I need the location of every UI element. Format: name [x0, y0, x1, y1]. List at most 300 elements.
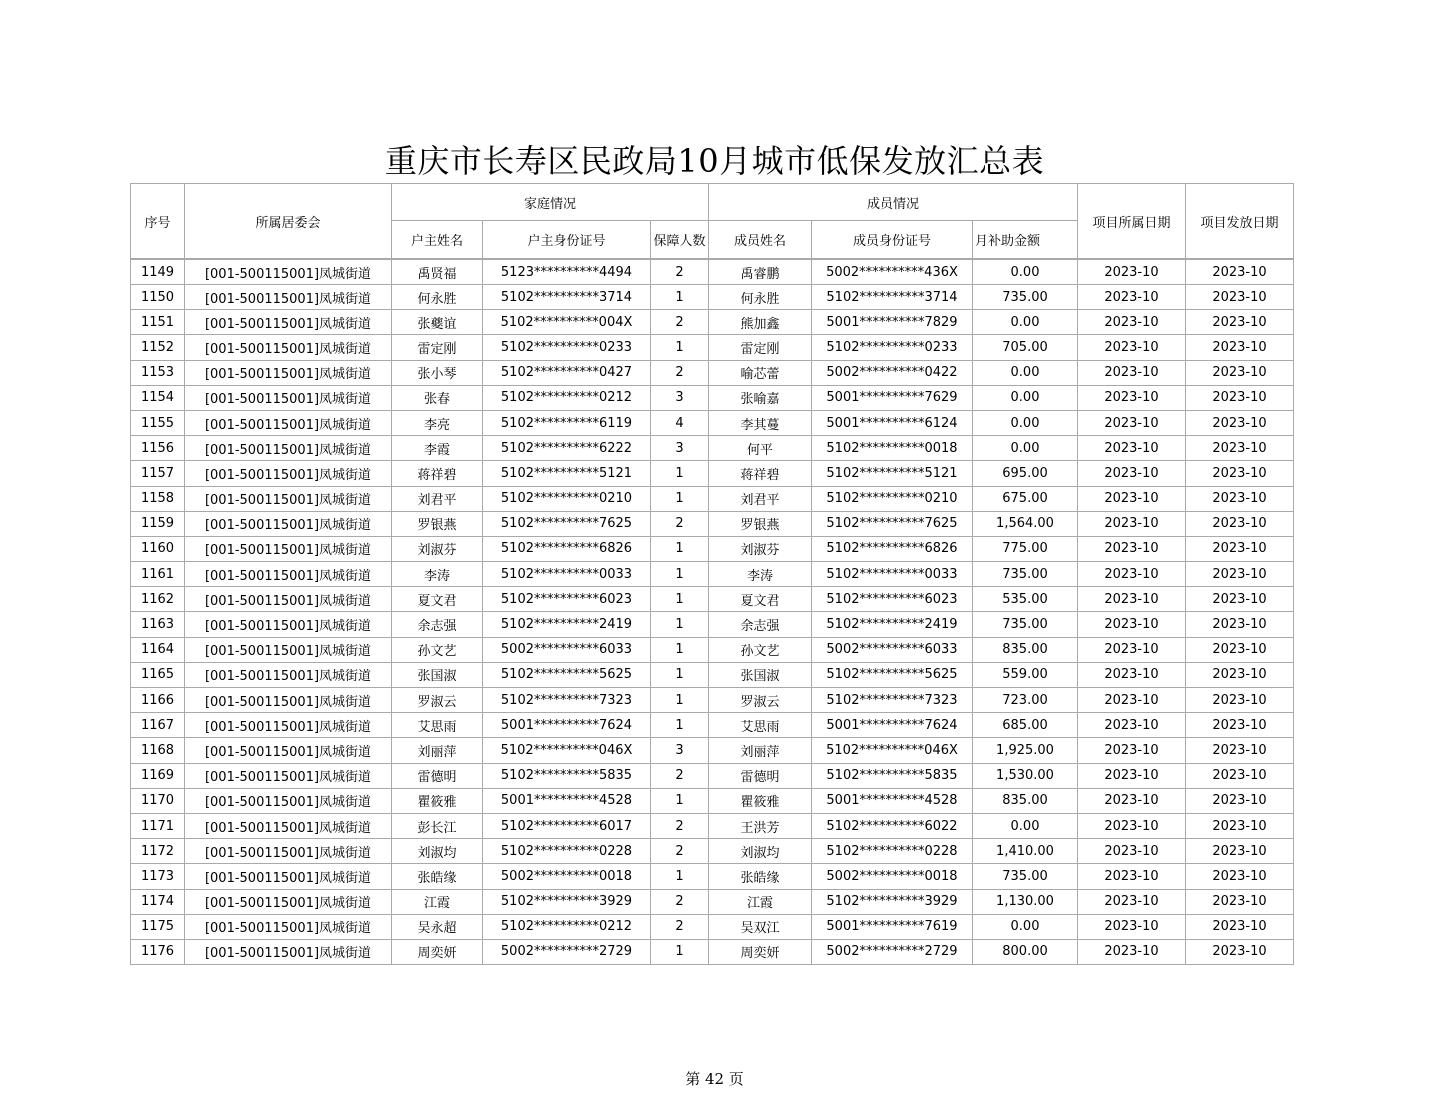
cell-head-id: 5102**********6017: [483, 813, 651, 838]
cell-count: 3: [651, 436, 709, 461]
cell-subsidy: 559.00: [973, 662, 1078, 687]
cell-count: 1: [651, 587, 709, 612]
cell-issue-date: 2023-10: [1186, 612, 1294, 637]
cell-project-month: 2023-10: [1078, 914, 1186, 939]
cell-subsidy: 723.00: [973, 688, 1078, 713]
cell-subsidy: 0.00: [973, 813, 1078, 838]
table-row: [131, 310, 1294, 335]
cell-count: 2: [651, 259, 709, 285]
cell-committee: [001-500115001]凤城街道: [185, 889, 392, 914]
cell-head-name: 吴永超: [392, 914, 483, 939]
cell-issue-date: 2023-10: [1186, 813, 1294, 838]
cell-count: 1: [651, 285, 709, 310]
cell-count: 1: [651, 864, 709, 889]
cell-head-name: 艾思雨: [392, 713, 483, 738]
cell-count: 1: [651, 713, 709, 738]
table-row: [131, 436, 1294, 461]
cell-count: 2: [651, 914, 709, 939]
cell-committee: [001-500115001]凤城街道: [185, 259, 392, 285]
cell-seq: 1161: [131, 562, 185, 587]
header-member-name: 成员姓名: [709, 221, 812, 260]
page-number: 第 42 页: [685, 1070, 744, 1088]
cell-member-name: 吴双江: [709, 914, 812, 939]
cell-member-id: 5102**********6023: [812, 587, 973, 612]
cell-project-month: 2023-10: [1078, 889, 1186, 914]
cell-member-name: 刘淑均: [709, 839, 812, 864]
cell-seq: 1151: [131, 310, 185, 335]
cell-subsidy: 735.00: [973, 285, 1078, 310]
cell-member-id: 5102**********046X: [812, 738, 973, 763]
table-row: [131, 461, 1294, 486]
cell-count: 2: [651, 310, 709, 335]
cell-committee: [001-500115001]凤城街道: [185, 310, 392, 335]
cell-head-name: 江霞: [392, 889, 483, 914]
cell-member-name: 江霞: [709, 889, 812, 914]
cell-project-month: 2023-10: [1078, 587, 1186, 612]
cell-head-id: 5102**********3929: [483, 889, 651, 914]
cell-member-name: 雷德明: [709, 763, 812, 788]
cell-member-name: 王洪芳: [709, 813, 812, 838]
cell-member-id: 5102**********5625: [812, 662, 973, 687]
cell-project-month: 2023-10: [1078, 713, 1186, 738]
cell-subsidy: 0.00: [973, 914, 1078, 939]
cell-project-month: 2023-10: [1078, 486, 1186, 511]
table-row: [131, 738, 1294, 763]
cell-head-name: 罗银燕: [392, 511, 483, 536]
cell-member-name: 刘君平: [709, 486, 812, 511]
relief-summary-table: [130, 183, 1294, 965]
cell-count: 3: [651, 385, 709, 410]
cell-committee: [001-500115001]凤城街道: [185, 335, 392, 360]
cell-issue-date: 2023-10: [1186, 259, 1294, 285]
cell-seq: 1168: [131, 738, 185, 763]
cell-committee: [001-500115001]凤城街道: [185, 788, 392, 813]
cell-committee: [001-500115001]凤城街道: [185, 637, 392, 662]
table-row: [131, 763, 1294, 788]
cell-count: 1: [651, 612, 709, 637]
cell-head-name: 雷定刚: [392, 335, 483, 360]
table-row: [131, 335, 1294, 360]
cell-issue-date: 2023-10: [1186, 713, 1294, 738]
cell-member-id: 5102**********3714: [812, 285, 973, 310]
cell-subsidy: 1,530.00: [973, 763, 1078, 788]
cell-head-id: 5102**********6826: [483, 536, 651, 561]
cell-count: 1: [651, 335, 709, 360]
cell-committee: [001-500115001]凤城街道: [185, 511, 392, 536]
cell-head-id: 5102**********046X: [483, 738, 651, 763]
cell-project-month: 2023-10: [1078, 864, 1186, 889]
cell-seq: 1171: [131, 813, 185, 838]
cell-seq: 1169: [131, 763, 185, 788]
cell-head-id: 5102**********004X: [483, 310, 651, 335]
cell-issue-date: 2023-10: [1186, 914, 1294, 939]
cell-member-id: 5102**********6826: [812, 536, 973, 561]
cell-member-id: 5102**********0210: [812, 486, 973, 511]
cell-subsidy: 775.00: [973, 536, 1078, 561]
table-row: [131, 587, 1294, 612]
cell-member-name: 刘丽萍: [709, 738, 812, 763]
cell-seq: 1156: [131, 436, 185, 461]
cell-member-id: 5001**********4528: [812, 788, 973, 813]
cell-count: 1: [651, 662, 709, 687]
cell-project-month: 2023-10: [1078, 738, 1186, 763]
cell-seq: 1173: [131, 864, 185, 889]
cell-project-month: 2023-10: [1078, 259, 1186, 285]
header-head-id: 户主身份证号: [483, 221, 651, 260]
table-row: [131, 788, 1294, 813]
header-member-id: 成员身份证号: [812, 221, 973, 260]
cell-head-name: 刘淑均: [392, 839, 483, 864]
cell-head-name: 禹贤福: [392, 259, 483, 285]
cell-member-name: 刘淑芬: [709, 536, 812, 561]
table-row: [131, 914, 1294, 939]
cell-head-name: 蒋祥碧: [392, 461, 483, 486]
cell-seq: 1159: [131, 511, 185, 536]
table-row: [131, 839, 1294, 864]
cell-project-month: 2023-10: [1078, 410, 1186, 435]
cell-head-id: 5102**********5625: [483, 662, 651, 687]
cell-head-id: 5102**********6023: [483, 587, 651, 612]
cell-head-id: 5002**********0018: [483, 864, 651, 889]
cell-member-id: 5102**********0033: [812, 562, 973, 587]
cell-issue-date: 2023-10: [1186, 410, 1294, 435]
cell-head-id: 5102**********0210: [483, 486, 651, 511]
table-row: [131, 562, 1294, 587]
cell-member-name: 何永胜: [709, 285, 812, 310]
cell-count: 4: [651, 410, 709, 435]
cell-project-month: 2023-10: [1078, 536, 1186, 561]
cell-issue-date: 2023-10: [1186, 511, 1294, 536]
cell-committee: [001-500115001]凤城街道: [185, 612, 392, 637]
cell-head-id: 5123**********4494: [483, 259, 651, 285]
cell-seq: 1153: [131, 360, 185, 385]
cell-project-month: 2023-10: [1078, 562, 1186, 587]
cell-subsidy: 1,925.00: [973, 738, 1078, 763]
cell-project-month: 2023-10: [1078, 360, 1186, 385]
table-row: [131, 637, 1294, 662]
cell-subsidy: 735.00: [973, 612, 1078, 637]
cell-count: 2: [651, 813, 709, 838]
cell-count: 1: [651, 788, 709, 813]
cell-member-name: 李其蔓: [709, 410, 812, 435]
cell-committee: [001-500115001]凤城街道: [185, 939, 392, 964]
cell-head-id: 5102**********0233: [483, 335, 651, 360]
cell-subsidy: 835.00: [973, 788, 1078, 813]
cell-committee: [001-500115001]凤城街道: [185, 763, 392, 788]
cell-member-id: 5102**********2419: [812, 612, 973, 637]
cell-member-name: 李涛: [709, 562, 812, 587]
cell-member-name: 张皓缘: [709, 864, 812, 889]
cell-subsidy: 535.00: [973, 587, 1078, 612]
cell-member-name: 余志强: [709, 612, 812, 637]
cell-subsidy: 1,410.00: [973, 839, 1078, 864]
cell-head-name: 李霞: [392, 436, 483, 461]
table-row: [131, 511, 1294, 536]
cell-member-id: 5102**********7323: [812, 688, 973, 713]
cell-issue-date: 2023-10: [1186, 587, 1294, 612]
cell-member-name: 张国淑: [709, 662, 812, 687]
cell-member-name: 夏文君: [709, 587, 812, 612]
cell-project-month: 2023-10: [1078, 839, 1186, 864]
cell-member-id: 5001**********7829: [812, 310, 973, 335]
cell-seq: 1157: [131, 461, 185, 486]
cell-project-month: 2023-10: [1078, 461, 1186, 486]
cell-head-name: 雷德明: [392, 763, 483, 788]
cell-committee: [001-500115001]凤城街道: [185, 410, 392, 435]
cell-member-name: 雷定刚: [709, 335, 812, 360]
cell-member-id: 5102**********5121: [812, 461, 973, 486]
cell-count: 1: [651, 562, 709, 587]
cell-issue-date: 2023-10: [1186, 939, 1294, 964]
header-subsidy: 月补助金额: [973, 221, 1078, 260]
cell-issue-date: 2023-10: [1186, 738, 1294, 763]
cell-issue-date: 2023-10: [1186, 637, 1294, 662]
cell-head-id: 5102**********3714: [483, 285, 651, 310]
cell-head-id: 5001**********4528: [483, 788, 651, 813]
header-row-1: [131, 184, 1294, 221]
header-count: 保障人数: [651, 221, 709, 260]
cell-member-id: 5001**********6124: [812, 410, 973, 435]
cell-seq: 1155: [131, 410, 185, 435]
cell-head-name: 刘淑芬: [392, 536, 483, 561]
table-row: [131, 612, 1294, 637]
cell-count: 1: [651, 939, 709, 964]
cell-head-id: 5001**********7624: [483, 713, 651, 738]
cell-head-name: 刘君平: [392, 486, 483, 511]
cell-head-id: 5102**********0212: [483, 914, 651, 939]
cell-project-month: 2023-10: [1078, 939, 1186, 964]
cell-member-id: 5001**********7629: [812, 385, 973, 410]
cell-count: 2: [651, 763, 709, 788]
table-row: [131, 360, 1294, 385]
cell-member-id: 5102**********0228: [812, 839, 973, 864]
cell-project-month: 2023-10: [1078, 763, 1186, 788]
cell-issue-date: 2023-10: [1186, 839, 1294, 864]
cell-committee: [001-500115001]凤城街道: [185, 486, 392, 511]
cell-committee: [001-500115001]凤城街道: [185, 688, 392, 713]
cell-head-name: 余志强: [392, 612, 483, 637]
cell-project-month: 2023-10: [1078, 688, 1186, 713]
cell-member-id: 5002**********6033: [812, 637, 973, 662]
cell-issue-date: 2023-10: [1186, 889, 1294, 914]
cell-seq: 1170: [131, 788, 185, 813]
cell-member-id: 5102**********6022: [812, 813, 973, 838]
cell-head-name: 张夔谊: [392, 310, 483, 335]
cell-subsidy: 800.00: [973, 939, 1078, 964]
table-row: [131, 688, 1294, 713]
table-row: [131, 662, 1294, 687]
cell-head-name: 张皓缘: [392, 864, 483, 889]
cell-member-name: 罗银燕: [709, 511, 812, 536]
table-row: [131, 889, 1294, 914]
cell-committee: [001-500115001]凤城街道: [185, 662, 392, 687]
cell-issue-date: 2023-10: [1186, 310, 1294, 335]
header-head-name: 户主姓名: [392, 221, 483, 260]
cell-project-month: 2023-10: [1078, 662, 1186, 687]
cell-project-month: 2023-10: [1078, 813, 1186, 838]
cell-member-name: 罗淑云: [709, 688, 812, 713]
cell-head-name: 周奕妍: [392, 939, 483, 964]
cell-member-name: 瞿筱雅: [709, 788, 812, 813]
cell-head-name: 罗淑云: [392, 688, 483, 713]
cell-member-id: 5102**********3929: [812, 889, 973, 914]
cell-committee: [001-500115001]凤城街道: [185, 914, 392, 939]
cell-head-id: 5102**********7323: [483, 688, 651, 713]
cell-seq: 1152: [131, 335, 185, 360]
cell-head-id: 5102**********0212: [483, 385, 651, 410]
cell-project-month: 2023-10: [1078, 285, 1186, 310]
cell-head-name: 张小琴: [392, 360, 483, 385]
cell-member-id: 5102**********7625: [812, 511, 973, 536]
cell-seq: 1149: [131, 259, 185, 285]
cell-issue-date: 2023-10: [1186, 335, 1294, 360]
cell-seq: 1164: [131, 637, 185, 662]
cell-issue-date: 2023-10: [1186, 562, 1294, 587]
cell-count: 2: [651, 839, 709, 864]
cell-issue-date: 2023-10: [1186, 436, 1294, 461]
cell-subsidy: 0.00: [973, 259, 1078, 285]
cell-issue-date: 2023-10: [1186, 688, 1294, 713]
cell-head-id: 5102**********0033: [483, 562, 651, 587]
cell-committee: [001-500115001]凤城街道: [185, 813, 392, 838]
cell-member-id: 5001**********7624: [812, 713, 973, 738]
cell-member-id: 5001**********7619: [812, 914, 973, 939]
cell-issue-date: 2023-10: [1186, 360, 1294, 385]
table-row: [131, 713, 1294, 738]
table-body: [131, 259, 1294, 965]
cell-subsidy: 0.00: [973, 385, 1078, 410]
cell-subsidy: 695.00: [973, 461, 1078, 486]
cell-count: 2: [651, 360, 709, 385]
cell-count: 3: [651, 738, 709, 763]
cell-member-name: 禹睿鹏: [709, 259, 812, 285]
cell-committee: [001-500115001]凤城街道: [185, 864, 392, 889]
cell-project-month: 2023-10: [1078, 637, 1186, 662]
cell-seq: 1174: [131, 889, 185, 914]
cell-seq: 1162: [131, 587, 185, 612]
cell-head-id: 5102**********6222: [483, 436, 651, 461]
table-row: [131, 536, 1294, 561]
cell-committee: [001-500115001]凤城街道: [185, 562, 392, 587]
cell-seq: 1175: [131, 914, 185, 939]
cell-head-name: 李涛: [392, 562, 483, 587]
cell-head-name: 张国淑: [392, 662, 483, 687]
cell-committee: [001-500115001]凤城街道: [185, 839, 392, 864]
cell-head-id: 5102**********0427: [483, 360, 651, 385]
cell-project-month: 2023-10: [1078, 788, 1186, 813]
cell-head-name: 彭长江: [392, 813, 483, 838]
cell-head-name: 孙文艺: [392, 637, 483, 662]
cell-subsidy: 0.00: [973, 436, 1078, 461]
cell-issue-date: 2023-10: [1186, 461, 1294, 486]
cell-member-id: 5002**********436X: [812, 259, 973, 285]
cell-head-name: 张春: [392, 385, 483, 410]
cell-committee: [001-500115001]凤城街道: [185, 713, 392, 738]
cell-member-name: 艾思雨: [709, 713, 812, 738]
cell-member-id: 5002**********2729: [812, 939, 973, 964]
cell-seq: 1167: [131, 713, 185, 738]
table-row: [131, 410, 1294, 435]
cell-member-id: 5002**********0422: [812, 360, 973, 385]
cell-issue-date: 2023-10: [1186, 864, 1294, 889]
cell-issue-date: 2023-10: [1186, 763, 1294, 788]
cell-seq: 1150: [131, 285, 185, 310]
cell-issue-date: 2023-10: [1186, 788, 1294, 813]
cell-project-month: 2023-10: [1078, 310, 1186, 335]
table-row: [131, 813, 1294, 838]
cell-subsidy: 735.00: [973, 864, 1078, 889]
cell-member-name: 熊加鑫: [709, 310, 812, 335]
header-issue-date: 项目发放日期: [1186, 184, 1294, 260]
page-title: 重庆市长寿区民政局10月城市低保发放汇总表: [384, 142, 1045, 180]
cell-project-month: 2023-10: [1078, 436, 1186, 461]
header-project-month: 项目所属日期: [1078, 184, 1186, 260]
cell-member-id: 5102**********5835: [812, 763, 973, 788]
header-seq: 序号: [131, 184, 185, 260]
cell-committee: [001-500115001]凤城街道: [185, 385, 392, 410]
cell-head-id: 5102**********2419: [483, 612, 651, 637]
table-row: [131, 486, 1294, 511]
cell-head-name: 刘丽萍: [392, 738, 483, 763]
cell-count: 1: [651, 486, 709, 511]
table-row: [131, 385, 1294, 410]
cell-seq: 1163: [131, 612, 185, 637]
cell-subsidy: 1,564.00: [973, 511, 1078, 536]
cell-head-id: 5102**********6119: [483, 410, 651, 435]
cell-subsidy: 0.00: [973, 410, 1078, 435]
table-row: [131, 285, 1294, 310]
cell-project-month: 2023-10: [1078, 385, 1186, 410]
cell-count: 1: [651, 536, 709, 561]
cell-head-id: 5102**********0228: [483, 839, 651, 864]
cell-issue-date: 2023-10: [1186, 662, 1294, 687]
cell-committee: [001-500115001]凤城街道: [185, 436, 392, 461]
cell-issue-date: 2023-10: [1186, 536, 1294, 561]
cell-member-id: 5102**********0018: [812, 436, 973, 461]
cell-subsidy: 675.00: [973, 486, 1078, 511]
cell-committee: [001-500115001]凤城街道: [185, 360, 392, 385]
cell-subsidy: 0.00: [973, 310, 1078, 335]
cell-count: 2: [651, 511, 709, 536]
cell-subsidy: 735.00: [973, 562, 1078, 587]
cell-member-name: 张喻嘉: [709, 385, 812, 410]
table-row: [131, 259, 1294, 285]
cell-project-month: 2023-10: [1078, 511, 1186, 536]
cell-count: 1: [651, 688, 709, 713]
cell-subsidy: 1,130.00: [973, 889, 1078, 914]
cell-committee: [001-500115001]凤城街道: [185, 738, 392, 763]
cell-subsidy: 0.00: [973, 360, 1078, 385]
cell-head-name: 何永胜: [392, 285, 483, 310]
cell-seq: 1160: [131, 536, 185, 561]
cell-head-name: 夏文君: [392, 587, 483, 612]
cell-subsidy: 705.00: [973, 335, 1078, 360]
cell-project-month: 2023-10: [1078, 612, 1186, 637]
cell-project-month: 2023-10: [1078, 335, 1186, 360]
cell-subsidy: 835.00: [973, 637, 1078, 662]
cell-head-id: 5102**********5121: [483, 461, 651, 486]
cell-member-name: 何平: [709, 436, 812, 461]
cell-seq: 1158: [131, 486, 185, 511]
cell-count: 2: [651, 889, 709, 914]
cell-seq: 1166: [131, 688, 185, 713]
header-committee: 所属居委会: [185, 184, 392, 260]
table-row: [131, 864, 1294, 889]
cell-member-name: 蒋祥碧: [709, 461, 812, 486]
cell-committee: [001-500115001]凤城街道: [185, 536, 392, 561]
cell-member-id: 5002**********0018: [812, 864, 973, 889]
cell-member-name: 喻芯蕾: [709, 360, 812, 385]
